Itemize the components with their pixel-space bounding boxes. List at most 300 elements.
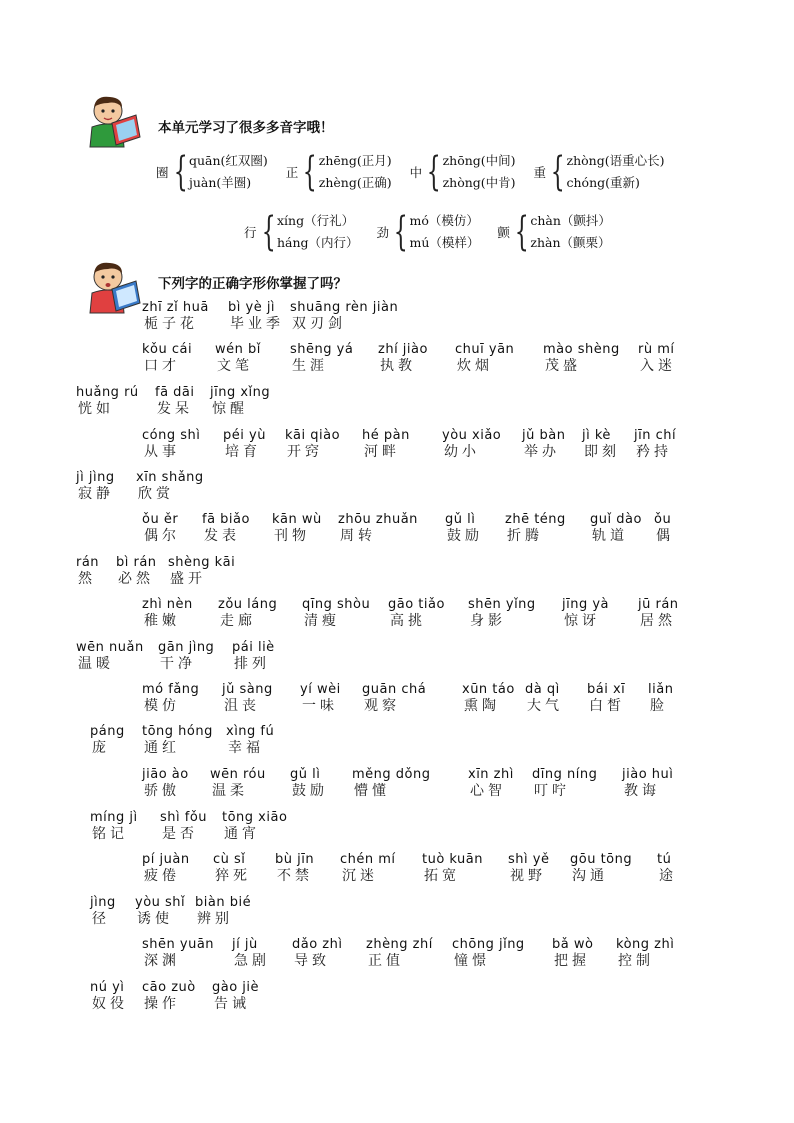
pinyin: zhē téng <box>505 512 566 527</box>
polyphone-readings <box>410 210 480 254</box>
pinyin: míng jì <box>90 810 138 825</box>
hanzi: 奴役 <box>92 996 128 1012</box>
pinyin: yí wèi <box>300 682 341 697</box>
word-item <box>525 682 563 714</box>
pinyin: nú yì <box>90 980 125 995</box>
pinyin: tōng hóng <box>142 724 213 739</box>
pinyin: gǔ lì <box>290 767 321 782</box>
word-item <box>522 428 565 460</box>
word-item <box>142 980 196 1012</box>
pinyin: jiāo ào <box>142 767 189 782</box>
hanzi: 盛开 <box>170 571 206 587</box>
hanzi: 导致 <box>294 953 330 969</box>
word-item <box>468 767 514 799</box>
word-item <box>352 767 430 799</box>
word-item <box>532 767 597 799</box>
pinyin: shì fǒu <box>160 810 208 825</box>
hanzi: 炊烟 <box>457 358 493 374</box>
hanzi: 猝死 <box>215 868 251 884</box>
word-item <box>657 852 677 884</box>
hanzi: 径 <box>92 911 110 927</box>
pinyin: ǒu <box>654 512 672 527</box>
pinyin: guān chá <box>362 682 427 697</box>
word-item <box>210 767 266 799</box>
word-line <box>0 810 794 850</box>
word-item <box>638 597 679 629</box>
pinyin: gōu tōng <box>570 852 633 867</box>
word-item <box>590 512 642 544</box>
polyphone-reading: zhēng(正月) <box>318 153 392 168</box>
hanzi: 叮咛 <box>534 783 570 799</box>
hanzi: 告诫 <box>214 996 250 1012</box>
hanzi: 模仿 <box>144 698 180 714</box>
polyphone-group <box>377 210 480 254</box>
polyphone-readings <box>189 150 268 194</box>
brace-icon: { <box>173 149 188 195</box>
hanzi: 庞 <box>92 740 110 756</box>
word-item <box>638 342 676 374</box>
pinyin: jìng <box>90 895 116 910</box>
hanzi: 身影 <box>470 613 506 629</box>
pinyin: biàn bié <box>195 895 252 910</box>
polyphone-readings <box>277 210 359 254</box>
hanzi: 沟通 <box>572 868 608 884</box>
pinyin: guǐ dào <box>590 512 642 527</box>
polyphone-reading: zhèng(正确) <box>318 175 392 190</box>
word-item <box>468 597 536 629</box>
hanzi: 必然 <box>118 571 154 587</box>
word-item <box>616 937 674 969</box>
pinyin: bǎ wò <box>552 937 594 952</box>
pinyin: shēn yǐng <box>468 597 536 612</box>
word-item <box>622 767 673 799</box>
hanzi: 轨道 <box>592 528 628 544</box>
word-item <box>155 385 195 417</box>
hanzi: 恍如 <box>78 401 114 417</box>
pinyin: rán <box>76 555 100 570</box>
hanzi: 是否 <box>162 826 198 842</box>
word-item <box>136 470 204 502</box>
word-item <box>76 640 144 672</box>
pinyin: fā dāi <box>155 385 195 400</box>
word-item <box>222 810 287 842</box>
word-item <box>90 724 125 756</box>
hanzi: 执教 <box>380 358 416 374</box>
polyphone-readings <box>530 210 611 254</box>
word-item <box>452 937 525 969</box>
hanzi: 欣赏 <box>138 486 174 502</box>
word-item <box>213 852 251 884</box>
word-line <box>0 470 794 510</box>
hanzi: 深渊 <box>144 953 180 969</box>
hanzi: 周转 <box>340 528 376 544</box>
hanzi: 铭记 <box>92 826 128 842</box>
word-item <box>508 852 549 884</box>
pinyin: jǔ sàng <box>222 682 273 697</box>
hanzi: 清瘦 <box>304 613 340 629</box>
polyphone-char: 行 <box>244 225 257 240</box>
polyphone-readings <box>443 150 516 194</box>
hanzi: 大气 <box>527 698 563 714</box>
polyphone-reading: quān(红双圈) <box>188 153 268 168</box>
pinyin: zhī zǐ huā <box>142 300 209 315</box>
pinyin: mó fǎng <box>142 682 200 697</box>
word-item <box>218 597 277 629</box>
pinyin: wén bǐ <box>215 342 261 357</box>
word-item <box>422 852 483 884</box>
pinyin: cāo zuò <box>142 980 196 995</box>
pinyin: gān jìng <box>158 640 215 655</box>
pinyin: jīng xǐng <box>210 385 271 400</box>
pinyin: xìng fú <box>226 724 275 739</box>
word-item <box>142 597 193 629</box>
word-item <box>570 852 632 884</box>
polyphone-row-1 <box>156 150 682 194</box>
word-line <box>0 724 794 764</box>
word-item <box>290 767 328 799</box>
hanzi: 举办 <box>524 444 560 460</box>
hanzi: 发表 <box>204 528 240 544</box>
word-line <box>0 300 794 340</box>
pinyin: jīng yà <box>562 597 610 612</box>
pinyin: zhōu zhuǎn <box>338 512 418 527</box>
word-item <box>116 555 157 587</box>
polyphone-group <box>534 150 665 194</box>
pinyin: gào jiè <box>212 980 260 995</box>
pinyin: kǒu cái <box>142 342 193 357</box>
pinyin: pí juàn <box>142 852 190 867</box>
word-item <box>142 767 189 799</box>
hanzi: 鼓励 <box>447 528 483 544</box>
pinyin: jì jìng <box>76 470 115 485</box>
hanzi: 干净 <box>160 656 196 672</box>
hanzi: 茂盛 <box>545 358 581 374</box>
hanzi: 寂静 <box>78 486 114 502</box>
hanzi: 矜持 <box>636 444 672 460</box>
word-item <box>142 682 199 714</box>
hanzi: 脸 <box>650 698 668 714</box>
pinyin: bì rán <box>116 555 157 570</box>
word-item <box>543 342 620 374</box>
polyphone-reading: zhōng(中间) <box>442 153 516 168</box>
polyphone-char: 中 <box>409 165 423 180</box>
word-item <box>442 428 501 460</box>
pinyin: wēn nuǎn <box>76 640 144 655</box>
hanzi: 惊讶 <box>564 613 600 629</box>
hanzi: 心智 <box>470 783 506 799</box>
hanzi: 不禁 <box>277 868 313 884</box>
hanzi: 控制 <box>618 953 654 969</box>
pinyin: pái liè <box>232 640 275 655</box>
polyphone-group <box>244 210 359 254</box>
hanzi: 急剧 <box>234 953 270 969</box>
word-item <box>362 428 410 460</box>
brace-icon: { <box>261 209 276 255</box>
pinyin: zhí jiào <box>378 342 428 357</box>
polyphone-char: 颤 <box>497 225 510 240</box>
pinyin: cù sǐ <box>213 852 246 867</box>
word-line <box>0 767 794 807</box>
word-item <box>168 555 235 587</box>
polyphone-reading: zhòng(中肯) <box>442 175 516 190</box>
word-item <box>90 895 116 927</box>
word-item <box>285 428 340 460</box>
word-item <box>366 937 433 969</box>
pinyin: jū rán <box>638 597 679 612</box>
word-item <box>582 428 620 460</box>
pinyin: liǎn <box>648 682 674 697</box>
pinyin: zhèng zhí <box>366 937 433 952</box>
pinyin: kāi qiào <box>285 428 341 443</box>
word-item <box>302 597 370 629</box>
hanzi: 辨别 <box>197 911 233 927</box>
word-item <box>212 980 259 1012</box>
pinyin: tuò kuān <box>422 852 483 867</box>
pinyin: cóng shì <box>142 428 201 443</box>
pinyin: hé pàn <box>362 428 410 443</box>
word-item <box>142 342 192 374</box>
hanzi: 发呆 <box>157 401 193 417</box>
polyphone-row-2 <box>244 210 629 254</box>
pinyin: xīn shǎng <box>136 470 204 485</box>
polyphone-group <box>286 150 392 194</box>
word-item <box>135 895 185 927</box>
word-line <box>0 852 794 892</box>
hanzi: 栀子花 <box>144 316 198 332</box>
word-line <box>0 682 794 722</box>
hanzi: 毕业季 <box>230 316 284 332</box>
pinyin: tú <box>657 852 672 867</box>
word-line <box>0 640 794 680</box>
pinyin: qīng shòu <box>302 597 371 612</box>
hanzi: 走廊 <box>220 613 256 629</box>
word-item <box>290 300 398 332</box>
polyphone-reading: zhòng(语重心长) <box>566 153 665 168</box>
pinyin: zhì nèn <box>142 597 193 612</box>
brace-icon: { <box>514 209 529 255</box>
word-item <box>562 597 609 629</box>
word-item <box>445 512 483 544</box>
word-item <box>142 512 180 544</box>
word-line <box>0 428 794 468</box>
polyphone-group <box>156 150 268 194</box>
word-item <box>455 342 514 374</box>
word-item <box>223 428 266 460</box>
polyphone-reading: chóng(重新) <box>566 175 640 190</box>
pinyin: dīng níng <box>532 767 598 782</box>
polyphone-char: 劲 <box>376 225 390 240</box>
pinyin: yòu shǐ <box>135 895 186 910</box>
hanzi: 即刻 <box>584 444 620 460</box>
word-item <box>552 937 593 969</box>
hanzi: 疲倦 <box>144 868 180 884</box>
word-item <box>222 682 273 714</box>
word-item <box>290 342 353 374</box>
word-item <box>232 937 270 969</box>
hanzi: 操作 <box>144 996 180 1012</box>
hanzi: 入迷 <box>640 358 676 374</box>
word-item <box>76 555 99 587</box>
word-line <box>0 385 794 425</box>
pinyin: chén mí <box>340 852 396 867</box>
polyphone-readings <box>567 150 665 194</box>
hanzi: 温暖 <box>78 656 114 672</box>
hanzi: 生涯 <box>292 358 328 374</box>
word-item <box>362 682 426 714</box>
polyphone-char: 正 <box>285 165 299 180</box>
polyphone-group <box>410 150 516 194</box>
hanzi: 然 <box>78 571 96 587</box>
pinyin: jǔ bàn <box>522 428 566 443</box>
word-item <box>300 682 341 714</box>
hanzi: 观察 <box>364 698 400 714</box>
hanzi: 把握 <box>554 953 590 969</box>
pinyin: jí jù <box>232 937 258 952</box>
pinyin: shuāng rèn jiàn <box>290 300 399 315</box>
hanzi: 骄傲 <box>144 783 180 799</box>
brace-icon: { <box>393 209 408 255</box>
word-line <box>0 937 794 977</box>
polyphone-reading: juàn(羊圈) <box>188 175 252 190</box>
pinyin: tōng xiāo <box>222 810 288 825</box>
pinyin: jì kè <box>582 428 611 443</box>
brace-icon: { <box>550 149 565 195</box>
word-item <box>210 385 270 417</box>
word-item <box>634 428 676 460</box>
pinyin: jīn chí <box>634 428 677 443</box>
hanzi: 白皙 <box>589 698 625 714</box>
pinyin: huǎng rú <box>76 385 139 400</box>
pinyin: dà qì <box>525 682 560 697</box>
hanzi: 熏陶 <box>464 698 500 714</box>
hanzi: 诱使 <box>137 911 173 927</box>
word-item <box>388 597 445 629</box>
pinyin: gǔ lì <box>445 512 476 527</box>
hanzi: 懵懂 <box>354 783 390 799</box>
pinyin: xīn zhì <box>468 767 514 782</box>
pinyin: kān wù <box>272 512 322 527</box>
word-line <box>0 555 794 595</box>
hanzi: 居然 <box>640 613 676 629</box>
polyphone-char: 重 <box>533 165 547 180</box>
pinyin: chōng jǐng <box>452 937 525 952</box>
word-item <box>195 895 251 927</box>
polyphone-reading: xíng（行礼） <box>276 213 355 228</box>
hanzi: 幼小 <box>444 444 480 460</box>
word-item <box>378 342 428 374</box>
word-line <box>0 342 794 382</box>
hanzi: 通红 <box>144 740 180 756</box>
polyphone-reading: zhàn（颤栗） <box>530 235 611 250</box>
hanzi: 偶 <box>656 528 674 544</box>
word-item <box>275 852 314 884</box>
hanzi: 双刃剑 <box>292 316 346 332</box>
word-item <box>587 682 625 714</box>
pinyin: yòu xiǎo <box>442 428 502 443</box>
pinyin: shì yě <box>508 852 550 867</box>
hanzi: 开窍 <box>287 444 323 460</box>
word-item <box>228 300 284 332</box>
hanzi: 途 <box>659 868 677 884</box>
hanzi: 憧憬 <box>454 953 490 969</box>
hanzi: 文笔 <box>217 358 253 374</box>
pinyin: dǎo zhì <box>292 937 343 952</box>
pinyin: mào shèng <box>543 342 620 357</box>
pinyin: chuī yān <box>455 342 515 357</box>
hanzi: 视野 <box>510 868 546 884</box>
polyphone-char: 圈 <box>156 165 169 180</box>
hanzi: 口才 <box>144 358 180 374</box>
pinyin: zǒu láng <box>218 597 278 612</box>
hanzi: 幸福 <box>228 740 264 756</box>
word-item <box>340 852 396 884</box>
word-item <box>142 937 214 969</box>
pinyin: bái xī <box>587 682 626 697</box>
pinyin: bì yè jì <box>228 300 276 315</box>
polyphone-reading: chàn（颤抖） <box>530 213 611 228</box>
pinyin: shēn yuān <box>142 937 215 952</box>
hanzi: 教诲 <box>624 783 660 799</box>
word-item <box>76 385 139 417</box>
word-item <box>202 512 250 544</box>
pinyin: bù jīn <box>275 852 315 867</box>
brace-icon: { <box>426 149 441 195</box>
word-line <box>0 895 794 935</box>
word-item <box>142 428 200 460</box>
word-line <box>0 597 794 637</box>
hanzi: 排列 <box>234 656 270 672</box>
polyphone-readings <box>319 150 392 194</box>
word-item <box>158 640 214 672</box>
hanzi: 高挑 <box>390 613 426 629</box>
hanzi: 鼓励 <box>292 783 328 799</box>
word-item <box>142 852 190 884</box>
hanzi: 正值 <box>368 953 404 969</box>
polyphone-reading: mú（模样） <box>409 235 480 250</box>
hanzi: 刊物 <box>274 528 310 544</box>
hanzi: 从事 <box>144 444 180 460</box>
pinyin: xūn táo <box>462 682 515 697</box>
word-item <box>654 512 674 544</box>
pinyin: wēn róu <box>210 767 266 782</box>
hanzi: 沉迷 <box>342 868 378 884</box>
word-item <box>232 640 275 672</box>
hanzi: 温柔 <box>212 783 248 799</box>
section2-title: 下列字的正确字形你掌握了吗？ <box>158 276 347 292</box>
word-item <box>215 342 261 374</box>
hanzi: 河畔 <box>364 444 400 460</box>
word-item <box>90 980 128 1012</box>
polyphone-reading: háng（内行） <box>276 235 359 250</box>
brace-icon: { <box>303 149 318 195</box>
pinyin: fā biǎo <box>202 512 250 527</box>
polyphone-group <box>497 210 611 254</box>
hanzi: 一味 <box>302 698 338 714</box>
word-item <box>272 512 322 544</box>
word-line <box>0 980 794 1020</box>
word-item <box>90 810 138 842</box>
hanzi: 通宵 <box>224 826 260 842</box>
word-item <box>142 300 209 332</box>
word-item <box>505 512 566 544</box>
pinyin: kòng zhì <box>616 937 675 952</box>
word-item <box>292 937 342 969</box>
pinyin: ǒu ěr <box>142 512 179 527</box>
word-item <box>226 724 274 756</box>
word-item <box>462 682 515 714</box>
hanzi: 偶尔 <box>144 528 180 544</box>
section1-title: 本单元学习了很多多音字哦！ <box>158 120 334 136</box>
